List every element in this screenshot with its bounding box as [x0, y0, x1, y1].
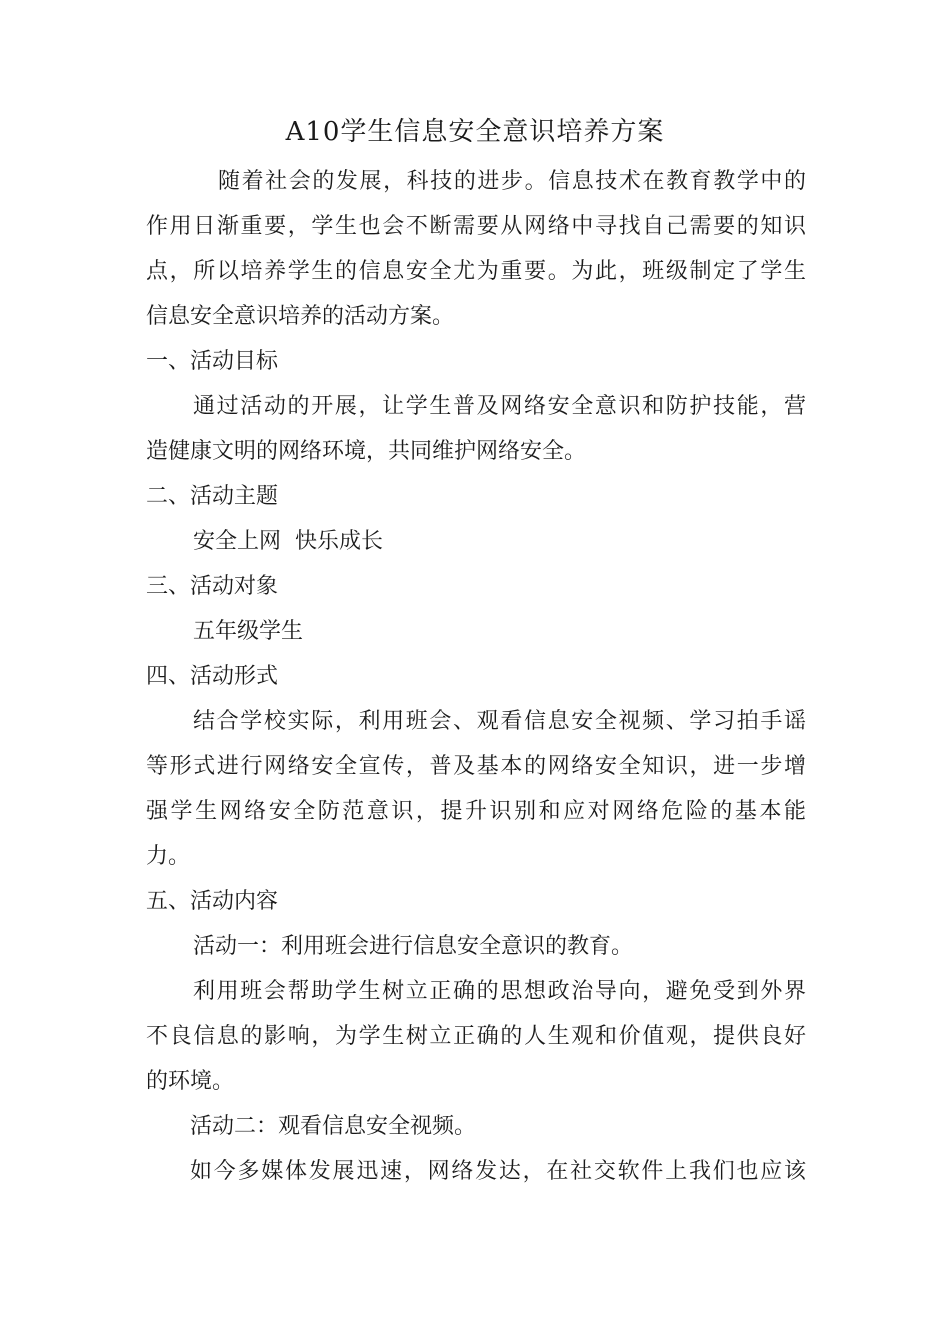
paragraph-line: 安全上网 快乐成长: [193, 529, 383, 554]
paragraph-line: 随着社会的发展，科技的进步。信息技术在教育教学中的: [218, 169, 806, 194]
paragraph-line: 作用日渐重要，学生也会不断需要从网络中寻找自己需要的知识: [146, 214, 806, 239]
paragraph-line: 结合学校实际，利用班会、观看信息安全视频、学习拍手谣: [193, 709, 806, 734]
paragraph-line: 造健康文明的网络环境，共同维护网络安全。: [146, 439, 587, 464]
paragraph-line: 通过活动的开展，让学生普及网络安全意识和防护技能，营: [193, 394, 806, 419]
paragraph-line: 力。: [146, 844, 191, 869]
section-heading: 三、活动对象: [146, 574, 279, 599]
paragraph-line: 不良信息的影响，为学生树立正确的人生观和价值观，提供良好: [146, 1024, 806, 1049]
paragraph-line: 五年级学生: [193, 619, 304, 644]
paragraph-line: 强学生网络安全防范意识，提升识别和应对网络危险的基本能: [146, 799, 806, 824]
paragraph-line: 信息安全意识培养的活动方案。: [146, 304, 455, 329]
paragraph-line: 的环境。: [146, 1069, 235, 1094]
section-heading: 四、活动形式: [146, 664, 279, 689]
paragraph-line: 如今多媒体发展迅速，网络发达，在社交软件上我们也应该: [190, 1159, 806, 1184]
section-heading: 五、活动内容: [146, 889, 279, 914]
paragraph-line: 点，所以培养学生的信息安全尤为重要。为此，班级制定了学生: [146, 259, 806, 284]
paragraph-line: 活动二：观看信息安全视频。: [190, 1114, 477, 1139]
paragraph-line: 活动一：利用班会进行信息安全意识的教育。: [193, 934, 634, 959]
document-title: A10学生信息安全意识培养方案: [285, 117, 665, 147]
section-heading: 二、活动主题: [146, 484, 279, 509]
paragraph-line: 等形式进行网络安全宣传，普及基本的网络安全知识，进一步增: [146, 754, 806, 779]
paragraph-line: 利用班会帮助学生树立正确的思想政治导向，避免受到外界: [193, 979, 806, 1004]
section-heading: 一、活动目标: [146, 349, 279, 374]
